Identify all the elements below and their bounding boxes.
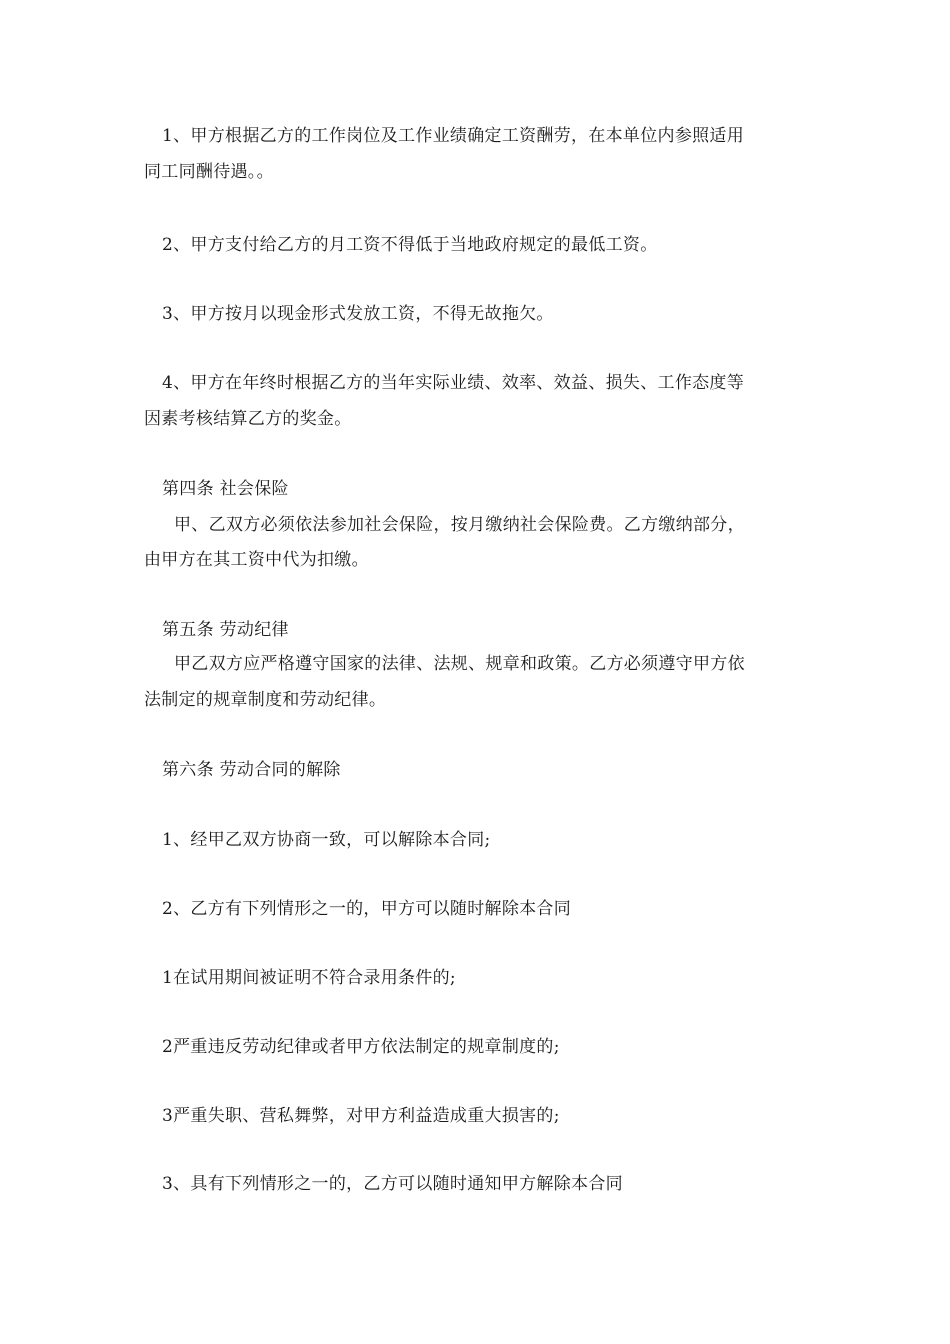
article-5-line-1: 甲乙双方应严格遵守国家的法律、法规、规章和政策。乙方必须遵守甲方依 — [174, 654, 745, 674]
paragraph-4-line-2: 因素考核结算乙方的奖金。 — [144, 409, 352, 429]
article-6-item-2-sub-3: 3严重失职、营私舞弊，对甲方利益造成重大损害的; — [162, 1106, 560, 1126]
article-4-line-1: 甲、乙双方必须依法参加社会保险，按月缴纳社会保险费。乙方缴纳部分， — [174, 515, 745, 535]
article-6-heading: 第六条 劳动合同的解除 — [162, 760, 341, 780]
article-6-item-2: 2、乙方有下列情形之一的，甲方可以随时解除本合同 — [162, 899, 572, 919]
paragraph-1-line-2: 同工同酬待遇。。 — [144, 162, 274, 182]
article-5-line-2: 法制定的规章制度和劳动纪律。 — [144, 690, 387, 710]
article-6-item-2-sub-2: 2严重违反劳动纪律或者甲方依法制定的规章制度的; — [162, 1037, 560, 1057]
article-5-heading: 第五条 劳动纪律 — [162, 620, 289, 640]
article-6-item-3: 3、具有下列情形之一的，乙方可以随时通知甲方解除本合同 — [162, 1174, 623, 1194]
article-4-heading: 第四条 社会保险 — [162, 479, 289, 499]
article-6-item-1: 1、经甲乙双方协商一致，可以解除本合同; — [162, 830, 491, 850]
paragraph-1-line-1: 1、甲方根据乙方的工作岗位及工作业绩确定工资酬劳，在本单位内参照适用 — [162, 126, 745, 146]
article-4-line-2: 由甲方在其工资中代为扣缴。 — [144, 550, 369, 570]
paragraph-4-line-1: 4、甲方在年终时根据乙方的当年实际业绩、效率、效益、损失、工作态度等 — [162, 373, 745, 393]
paragraph-2: 2、甲方支付给乙方的月工资不得低于当地政府规定的最低工资。 — [162, 235, 658, 255]
paragraph-3: 3、甲方按月以现金形式发放工资，不得无故拖欠。 — [162, 304, 554, 324]
article-6-item-2-sub-1: 1在试用期间被证明不符合录用条件的; — [162, 968, 456, 988]
